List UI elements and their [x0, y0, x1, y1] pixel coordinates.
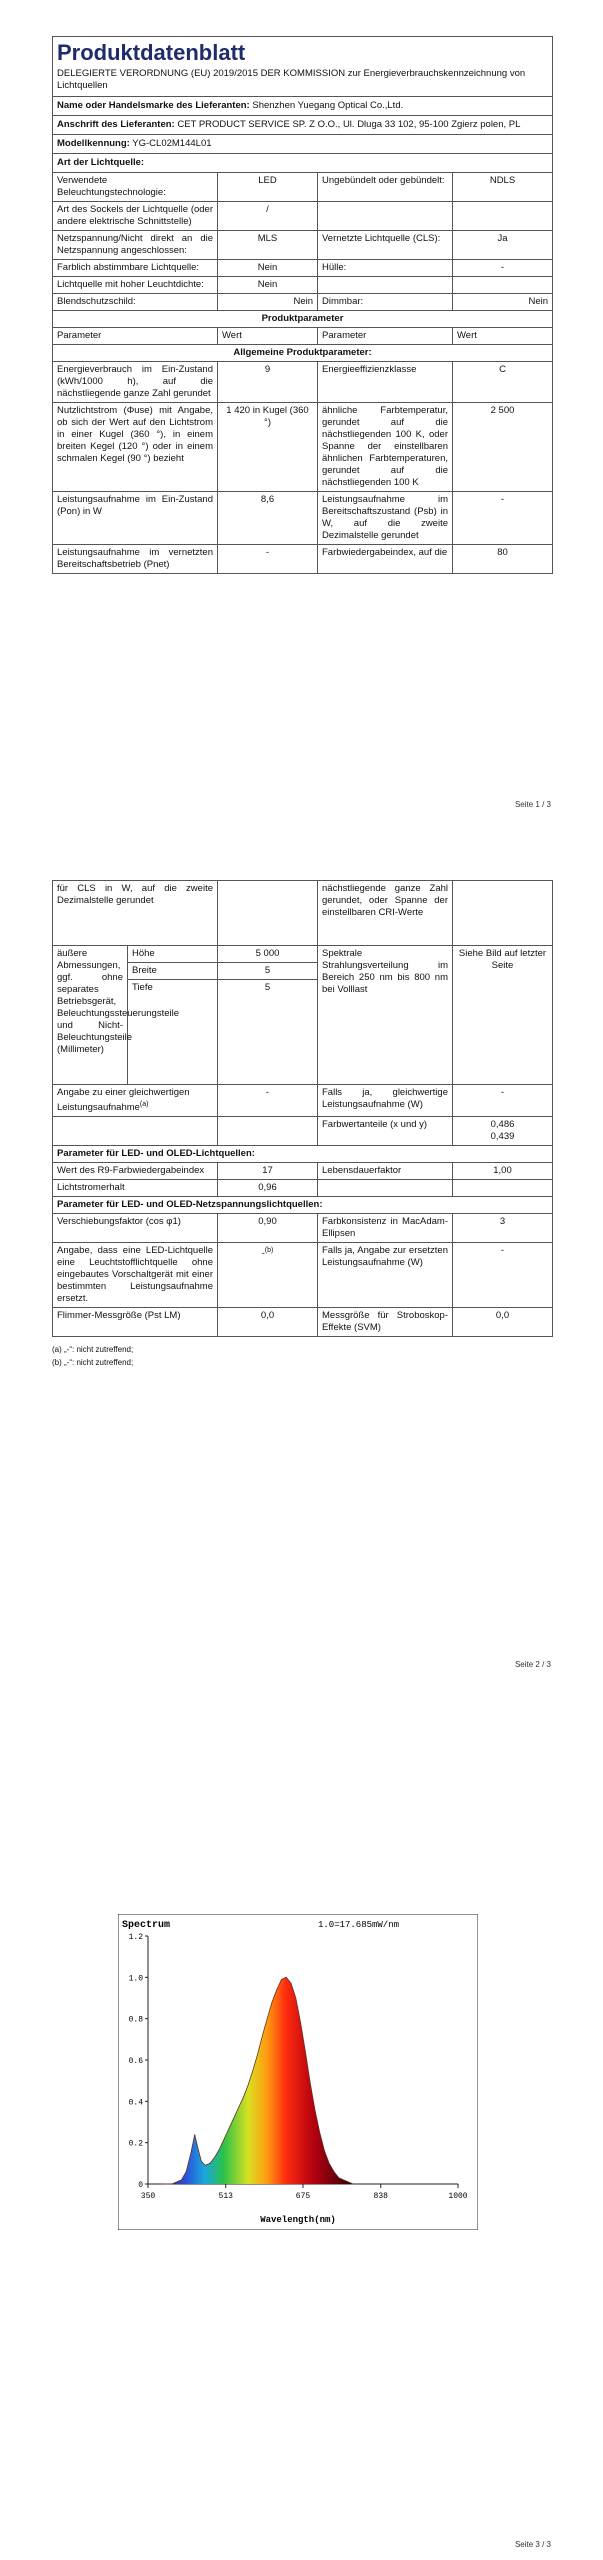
equivalent-power-label: Angabe zu einer gleichwertigen Leistungsaufnahme	[57, 1087, 190, 1114]
x-axis-label: Wavelength(nm)	[260, 2215, 336, 2225]
regulation-text: DELEGIERTE VERORDNUNG (EU) 2019/2015 DER KOMMISSION zur Energieverbrauchskennzeichnung von Lichtquellen	[57, 68, 526, 91]
param-value: -	[453, 1243, 553, 1308]
value-text: -	[261, 1248, 265, 1260]
dimension-value: 5	[218, 980, 318, 1085]
param-value	[218, 1243, 318, 1308]
x-tick-label: 350	[140, 2192, 156, 2201]
param-label	[53, 1117, 218, 1146]
spectrum-chart	[118, 1914, 478, 2230]
param-value	[453, 1180, 553, 1197]
page-3	[0, 1860, 603, 2560]
param-label: Farbwertanteile (x und y)	[318, 1117, 453, 1146]
x-tick-label: 513	[218, 2192, 233, 2201]
column-header-value: Wert	[453, 328, 553, 345]
section-title-produktparameter: Produktparameter	[53, 311, 553, 328]
param-label: Netzspannung/Nicht direkt an die Netzspannung angeschlossen:	[53, 231, 218, 260]
param-value	[453, 277, 553, 294]
page-1	[0, 0, 603, 820]
param-label: Art des Sockels der Lichtquelle (oder andere elektrische Schnittstelle)	[53, 202, 218, 231]
page-2	[0, 880, 603, 1680]
supplier-address: CET PRODUCT SERVICE SP. Z O.O., Ul. Dluga 33 102, 95-100 Zgierz polen, PL	[177, 119, 521, 130]
param-value: 0,96	[218, 1180, 318, 1197]
supplier-name: Shenzhen Yuegang Optical Co.,Ltd.	[252, 100, 404, 111]
table-row	[53, 403, 553, 492]
column-header-row	[53, 328, 553, 345]
table-row	[53, 231, 553, 260]
param-label: Verschiebungsfaktor (cos φ1)	[53, 1214, 218, 1243]
param-value: 80	[453, 545, 553, 574]
param-value	[453, 881, 553, 946]
model-row	[52, 135, 553, 154]
parameter-table-continued	[52, 880, 553, 1337]
chart-title: Spectrum	[122, 1920, 171, 1931]
param-value: -	[453, 1085, 553, 1117]
light-source-type-table	[52, 173, 553, 574]
section-title-general: Allgemeine Produktparameter:	[53, 345, 553, 362]
param-value: 0,90	[218, 1214, 318, 1243]
param-label: Lichtstromerhalt	[53, 1180, 218, 1197]
page-number: Seite 2 / 3	[514, 1660, 551, 1669]
param-label: Falls ja, gleichwertige Leistungsaufnahme (W)	[318, 1085, 453, 1117]
section-header-row	[53, 311, 553, 328]
param-label: Verwendete Beleuchtungstechnologie:	[53, 173, 218, 202]
table-row	[53, 277, 553, 294]
param-value: 0,0	[453, 1308, 553, 1337]
dimension-name: Höhe	[128, 946, 218, 963]
table-row	[53, 1243, 553, 1308]
table-row	[53, 1180, 553, 1197]
footnote-ref: (a)	[139, 1101, 149, 1108]
param-label: Farbkonsistenz in MacAdam-Ellipsen	[318, 1214, 453, 1243]
y-tick-label: 0	[138, 2181, 143, 2190]
param-label: Farblich abstimmbare Lichtquelle:	[53, 260, 218, 277]
param-value: MLS	[218, 231, 318, 260]
param-label: ähnliche Farbtemperatur, gerundet auf die nächstliegenden 100 K, oder Spanne der einstellbaren ähnlichen Farbtemperaturen, gerundet auf die nächstliegenden 100 K	[318, 403, 453, 492]
param-value: Nein	[218, 277, 318, 294]
param-value: Ja	[453, 231, 553, 260]
table-row	[53, 260, 553, 277]
page-number: Seite 1 / 3	[514, 800, 551, 809]
table-row	[53, 173, 553, 202]
table-row	[53, 1085, 553, 1117]
table-row	[53, 294, 553, 311]
param-value: LED	[218, 173, 318, 202]
title-box	[52, 36, 553, 97]
table-row	[53, 1163, 553, 1180]
spectral-label: Spektrale Strahlungsverteilung im Bereich 250 nm bis 800 nm bei Volllast	[318, 946, 453, 1085]
type-header-row	[52, 154, 553, 173]
param-label: Leistungsaufnahme im vernetzten Bereitschaftsbetrieb (Pnet)	[53, 545, 218, 574]
column-header-value: Wert	[218, 328, 318, 345]
dimension-value: 5 000	[218, 946, 318, 963]
param-value: 1 420 in Kugel (360 °)	[218, 403, 318, 492]
table-row	[53, 492, 553, 545]
column-header-parameter: Parameter	[318, 328, 453, 345]
table-row	[53, 1214, 553, 1243]
param-label: Leistungsaufnahme im Bereitschaftszustand (Psb) in W, auf die zweite Dezimalstelle gerundet	[318, 492, 453, 545]
param-value: 1,00	[453, 1163, 553, 1180]
x-tick-label: 1000	[448, 2192, 468, 2201]
supplier-address-label: Anschrift des Lieferanten:	[57, 119, 175, 130]
footnotes	[52, 1343, 553, 1369]
param-label: Angabe, dass eine LED-Lichtquelle eine Leuchtstofflichtquelle ohne eingebautes Vorschaltgerät mit einer bestimmten Leistungsaufnahme ersetzt.	[53, 1243, 218, 1308]
type-header: Art der Lichtquelle:	[57, 157, 145, 168]
param-label: Blendschutzschild:	[53, 294, 218, 311]
param-value: -	[453, 492, 553, 545]
param-value: 0,0	[218, 1308, 318, 1337]
table-row	[53, 362, 553, 403]
param-label: Energieverbrauch im Ein-Zustand (kWh/1000 h), auf die nächstliegende ganze Zahl gerundet	[53, 362, 218, 403]
chart-annotation: 1.0=17.685mW/nm	[318, 1920, 400, 1930]
y-tick-label: 0.2	[128, 2139, 143, 2149]
supplier-name-label: Name oder Handelsmarke des Lieferanten:	[57, 100, 250, 111]
param-label: Energieeffizienzklasse	[318, 362, 453, 403]
section-title-mains: Parameter für LED- und OLED-Netzspannungslichtquellen:	[53, 1197, 553, 1214]
y-tick-label: 1.0	[128, 1974, 143, 1984]
chromaticity-value: 0,486 0,439	[453, 1117, 553, 1146]
param-label: Farbwiedergabeindex, auf die	[318, 545, 453, 574]
spectral-value: Siehe Bild auf letzter Seite	[453, 946, 553, 1085]
param-value: Nein	[453, 294, 553, 311]
param-value: -	[218, 1085, 318, 1117]
x-tick-label: 675	[295, 2192, 311, 2201]
model-id: YG-CL02M144L01	[132, 138, 212, 149]
section-header-row	[53, 1197, 553, 1214]
section-header-row	[53, 1146, 553, 1163]
supplier-name-row	[52, 97, 553, 116]
param-label: Flimmer-Messgröße (Pst LM)	[53, 1308, 218, 1337]
param-label	[318, 1180, 453, 1197]
param-value: 17	[218, 1163, 318, 1180]
x-tick-label: 838	[373, 2192, 388, 2201]
dimension-value: 5	[218, 963, 318, 980]
param-label	[318, 202, 453, 231]
section-title-led: Parameter für LED- und OLED-Lichtquellen:	[53, 1146, 553, 1163]
footnote-b: (b) „-“: nicht zutreffend;	[52, 1358, 134, 1368]
table-row	[53, 881, 553, 946]
param-value: 3	[453, 1214, 553, 1243]
param-label: Dimmbar:	[318, 294, 453, 311]
table-row	[53, 946, 553, 963]
param-label: Lichtquelle mit hoher Leuchtdichte:	[53, 277, 218, 294]
param-label: Vernetzte Lichtquelle (CLS):	[318, 231, 453, 260]
param-value: Nein	[218, 260, 318, 277]
table-row	[53, 545, 553, 574]
param-label	[318, 277, 453, 294]
datasheet-page-2	[52, 880, 553, 1369]
param-label: Hülle:	[318, 260, 453, 277]
param-label: Leistungsaufnahme im Ein-Zustand (Pon) in W	[53, 492, 218, 545]
model-label: Modellkennung:	[57, 138, 130, 149]
table-row	[53, 1308, 553, 1337]
param-value: /	[218, 202, 318, 231]
param-value: C	[453, 362, 553, 403]
param-label: nächstliegende ganze Zahl gerundet, oder Spanne der einstellbaren CRI-Werte	[318, 881, 453, 946]
param-value	[218, 1117, 318, 1146]
y-tick-label: 1.2	[128, 1933, 143, 1942]
table-row	[53, 202, 553, 231]
param-value: Nein	[218, 294, 318, 311]
y-tick-label: 0.6	[128, 2057, 143, 2066]
datasheet-page-1	[52, 36, 553, 574]
param-value: -	[453, 260, 553, 277]
dimensions-label: äußere Abmessungen, ggf. ohne separates Betriebsgerät, Beleuchtungssteuerungsteile und Nicht-Beleuchtungsteile (Millimeter)	[53, 946, 128, 1085]
table-row	[53, 1117, 553, 1146]
param-label: für CLS in W, auf die zweite Dezimalstelle gerundet	[53, 881, 218, 946]
param-value: 8,6	[218, 492, 318, 545]
section-header-row	[53, 345, 553, 362]
param-label: Ungebündelt oder gebündelt:	[318, 173, 453, 202]
page-number: Seite 3 / 3	[514, 2540, 551, 2549]
dimension-name: Breite	[128, 963, 218, 980]
param-value: 9	[218, 362, 318, 403]
param-label: Wert des R9-Farbwiedergabeindex	[53, 1163, 218, 1180]
param-label: Falls ja, Angabe zur ersetzten Leistungsaufnahme (W)	[318, 1243, 453, 1308]
supplier-address-row	[52, 116, 553, 135]
param-value: 2 500	[453, 403, 553, 492]
document-title: Produktdatenblatt	[57, 40, 246, 65]
y-tick-label: 0.4	[128, 2098, 143, 2108]
param-value: -	[218, 545, 318, 574]
param-label: Messgröße für Stroboskop-Effekte (SVM)	[318, 1308, 453, 1337]
y-tick-label: 0.8	[128, 2015, 143, 2025]
param-label: Nutzlichtstrom (Φuse) mit Angabe, ob sich der Wert auf den Lichtstrom in einer Kugel (360 °), in einem breiten Kegel (120 °) oder in einem schmalen Kegel (90 °) bezieht	[53, 403, 218, 492]
param-value	[218, 881, 318, 946]
column-header-parameter: Parameter	[53, 328, 218, 345]
param-label	[53, 1085, 218, 1117]
param-label: Lebensdauerfaktor	[318, 1163, 453, 1180]
param-value: NDLS	[453, 173, 553, 202]
footnote-a: (a) „-“: nicht zutreffend;	[52, 1345, 134, 1355]
param-value	[453, 202, 553, 231]
footnote-ref: (b)	[264, 1247, 274, 1255]
dimension-name: Tiefe	[128, 980, 218, 1085]
